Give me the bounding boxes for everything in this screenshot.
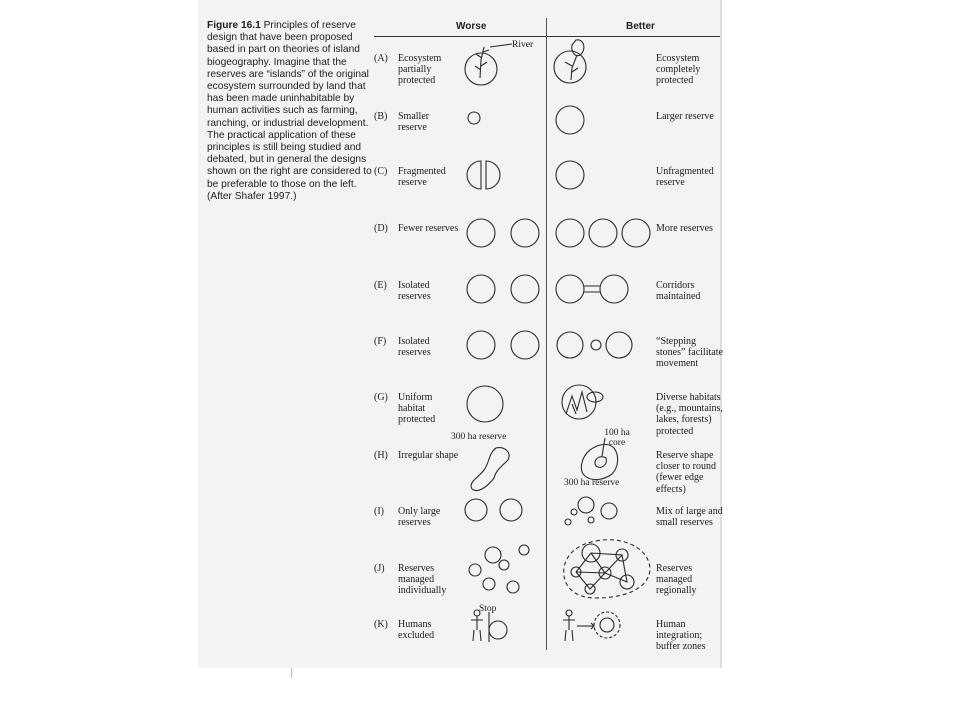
worse-design-label: Smaller reserve (398, 111, 430, 134)
better-design-label: “Stepping stones” facilitate movement (656, 336, 723, 370)
worse-design-label: Irregular shape (398, 450, 459, 461)
row-letter: (B) (374, 111, 388, 122)
row-a-worse-figure (465, 44, 512, 85)
row-letter: (G) (374, 392, 388, 403)
worse-design-label: Isolated reserves (398, 280, 431, 303)
row-j-figures (469, 540, 650, 598)
better-design-label: Mix of large and small reserves (656, 506, 723, 529)
row-letter: (H) (374, 450, 388, 461)
row-h-figures (471, 438, 618, 491)
row-a-better-figure (554, 40, 586, 83)
better-design-label: Human integration; buffer zones (656, 619, 706, 653)
better-design-label: Larger reserve (656, 111, 714, 122)
worse-column-header: Worse (456, 21, 487, 32)
core-100-label: 100 ha core (604, 428, 630, 448)
worse-design-label: Reserves managed individually (398, 563, 447, 597)
better-design-label: Unfragmented reserve (656, 166, 714, 189)
better-design-label: More reserves (656, 223, 713, 234)
better-design-label: Reserves managed regionally (656, 563, 697, 597)
worse-design-label: Ecosystem partially protected (398, 53, 442, 87)
river-label: River (512, 40, 534, 50)
better-design-label: Ecosystem completely protected (656, 53, 701, 87)
row-k-figures (471, 610, 620, 642)
row-letter: (E) (374, 280, 387, 291)
row-letter: (F) (374, 336, 387, 347)
better-design-label: Corridors maintained (656, 280, 701, 303)
row-f-figures (467, 331, 632, 359)
row-letter: (J) (374, 563, 385, 574)
figure-label: Figure 16.1 (207, 20, 261, 31)
row-e-figures (467, 275, 628, 303)
worse-design-label: Only large reserves (398, 506, 441, 529)
row-letter: (C) (374, 166, 388, 177)
worse-design-label: Isolated reserves (398, 336, 431, 359)
worse-design-label: Fewer reserves (398, 223, 459, 234)
row-g-figures (467, 385, 603, 422)
row-b-figures (468, 106, 584, 134)
row-letter: (A) (374, 53, 388, 64)
row-d-figures (467, 219, 650, 247)
reserve-300-label-better: 300 ha reserve (564, 478, 620, 488)
worse-design-label: Uniform habitat protected (398, 392, 436, 426)
row-letter: (I) (374, 506, 384, 517)
row-letter: (K) (374, 619, 388, 630)
stop-label: Stop (479, 604, 497, 614)
row-i-figures (465, 497, 617, 525)
row-letter: (D) (374, 223, 388, 234)
worse-design-label: Fragmented reserve (398, 166, 446, 189)
better-design-label: Reserve shape closer to round (fewer edge effects) (656, 450, 716, 495)
row-c-figures (467, 161, 584, 189)
better-design-label: Diverse habitats (e.g., mountains, lakes, forests) protected (656, 392, 723, 437)
worse-design-label: Humans excluded (398, 619, 435, 642)
caption-text: Principles of reserve design that have been proposed based in part on theories of island biogeography. Imagine that the reserves are “islands” of the original ecosystem surrounded by land that has been made uninhabitable by human activities such as farming, ranching, or industrial development. The practical application of these principles is still being studied and debated, but in general the designs shown on the right are considered to be preferable to those on the left. (After Shafer 1997.) (207, 20, 372, 202)
reserve-300-label-worse: 300 ha reserve (451, 432, 507, 442)
better-column-header: Better (626, 21, 655, 32)
